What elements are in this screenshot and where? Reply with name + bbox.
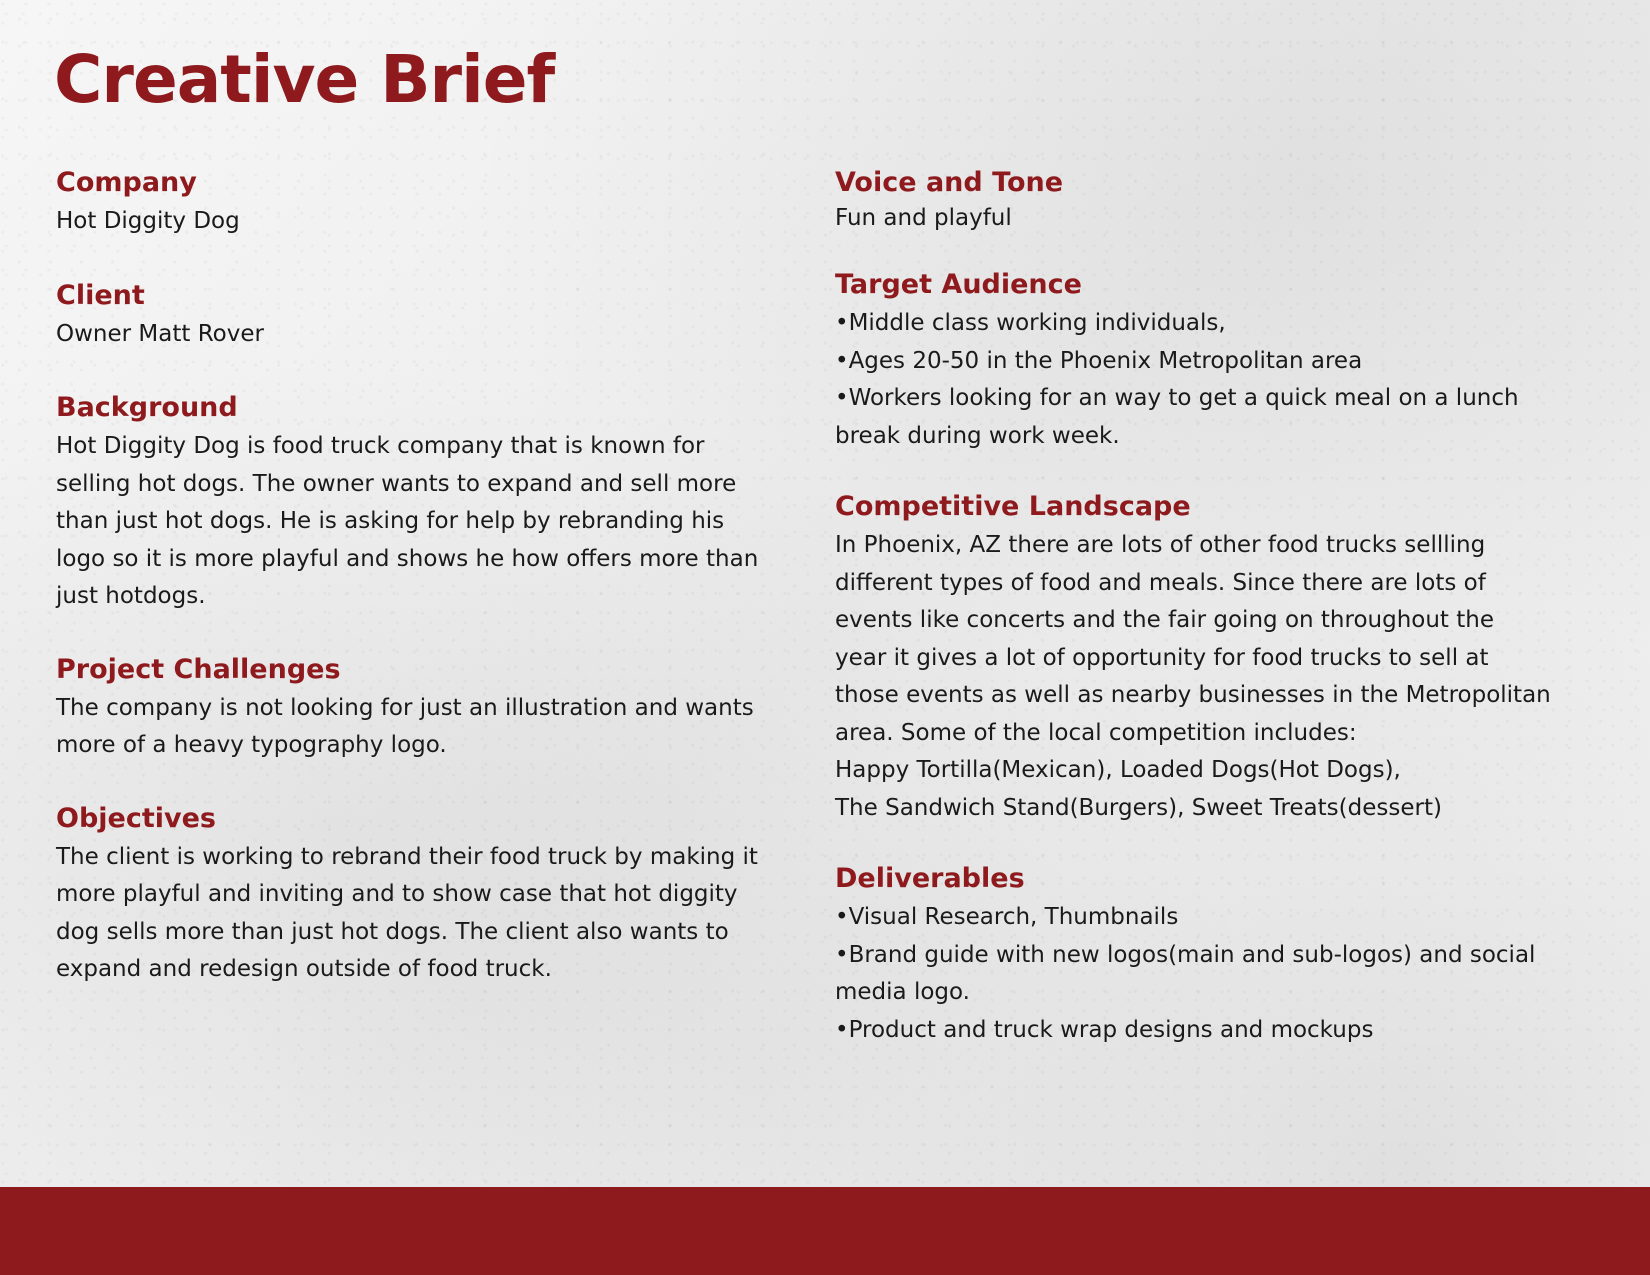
text-line: than just hot dogs. He is asking for help by rebranding his	[56, 508, 725, 534]
text-line: area. Some of the local competition includes:	[835, 719, 1357, 746]
deliverables-section	[835, 859, 1615, 1049]
text-line: dog sells more than just hot dogs. The client also wants to	[56, 918, 729, 945]
text-line: more playful and inviting and to show case that hot diggity	[56, 881, 738, 907]
text-line: expand and redesign outside of food truck.	[56, 956, 552, 982]
text-line: The company is not looking for just an illustration and wants	[56, 694, 754, 721]
text-line: Hot Diggity Dog is food truck company that is known for	[56, 433, 705, 459]
text-line: •Ages 20-50 in the Phoenix Metropolitan area	[835, 347, 1363, 374]
company-heading: Company	[56, 167, 197, 198]
text-line: Happy Tortilla(Mexican), Loaded Dogs(Hot Dogs),	[835, 757, 1401, 783]
objectives-text	[56, 839, 826, 989]
challenges-section	[56, 650, 826, 765]
voice-text	[835, 203, 1615, 233]
text-line: media logo.	[835, 979, 970, 1005]
landscape-text	[835, 527, 1615, 827]
landscape-section	[835, 487, 1615, 827]
client-section	[56, 276, 826, 354]
voice-heading: Voice and Tone	[835, 167, 1064, 198]
text-line: break during work week.	[835, 422, 1120, 449]
deliverables-heading: Deliverables	[835, 863, 1025, 894]
text-line: events like concerts and the fair going on throughout the	[835, 607, 1494, 633]
text-line: just hotdogs.	[56, 583, 206, 609]
text-line: Owner Matt Rover	[56, 320, 264, 347]
audience-heading: Target Audience	[835, 269, 1082, 300]
text-line: The client is working to rebrand their food truck by making it	[56, 843, 758, 870]
text-line: In Phoenix, AZ there are lots of other food trucks sellling	[835, 532, 1486, 558]
objectives-section	[56, 799, 826, 989]
background-heading: Background	[56, 392, 238, 423]
text-line: different types of food and meals. Since there are lots of	[835, 569, 1486, 596]
challenges-text	[56, 690, 826, 765]
text-line: The Sandwich Stand(Burgers), Sweet Treats(dessert)	[835, 794, 1442, 821]
background-section	[56, 388, 826, 616]
page-title: Creative Brief	[54, 41, 555, 118]
text-line: •Visual Research, Thumbnails	[835, 904, 1179, 930]
voice-section	[835, 163, 1615, 233]
text-line: •Middle class working individuals,	[835, 310, 1226, 336]
client-text	[56, 316, 826, 354]
left-column	[56, 163, 826, 989]
company-text	[56, 203, 826, 241]
text-line: •Workers looking for an way to get a quick meal on a lunch	[835, 385, 1519, 411]
text-line: more of a heavy typography logo.	[56, 732, 447, 758]
audience-text	[835, 305, 1615, 455]
text-line: •Brand guide with new logos(main and sub-logos) and social	[835, 941, 1536, 968]
text-line: Hot Diggity Dog	[56, 208, 240, 234]
background-text	[56, 428, 826, 616]
text-line: those events as well as nearby businesses in the Metropolitan	[835, 682, 1551, 708]
right-column	[835, 163, 1615, 1049]
client-heading: Client	[56, 279, 145, 311]
audience-section	[835, 265, 1615, 455]
footer-bar	[0, 1187, 1650, 1275]
objectives-heading: Objectives	[56, 802, 216, 834]
deliverables-text	[835, 899, 1615, 1049]
landscape-heading: Competitive Landscape	[835, 491, 1191, 522]
text-line: selling hot dogs. The owner wants to expand and sell more	[56, 470, 737, 497]
text-line: year it gives a lot of opportunity for food trucks to sell at	[835, 644, 1489, 671]
text-line: •Product and truck wrap designs and mockups	[835, 1016, 1374, 1043]
challenges-heading: Project Challenges	[56, 653, 341, 685]
text-line: Fun and playful	[835, 205, 1012, 231]
company-section	[56, 163, 826, 241]
text-line: logo so it is more playful and shows he how offers more than	[56, 545, 759, 572]
